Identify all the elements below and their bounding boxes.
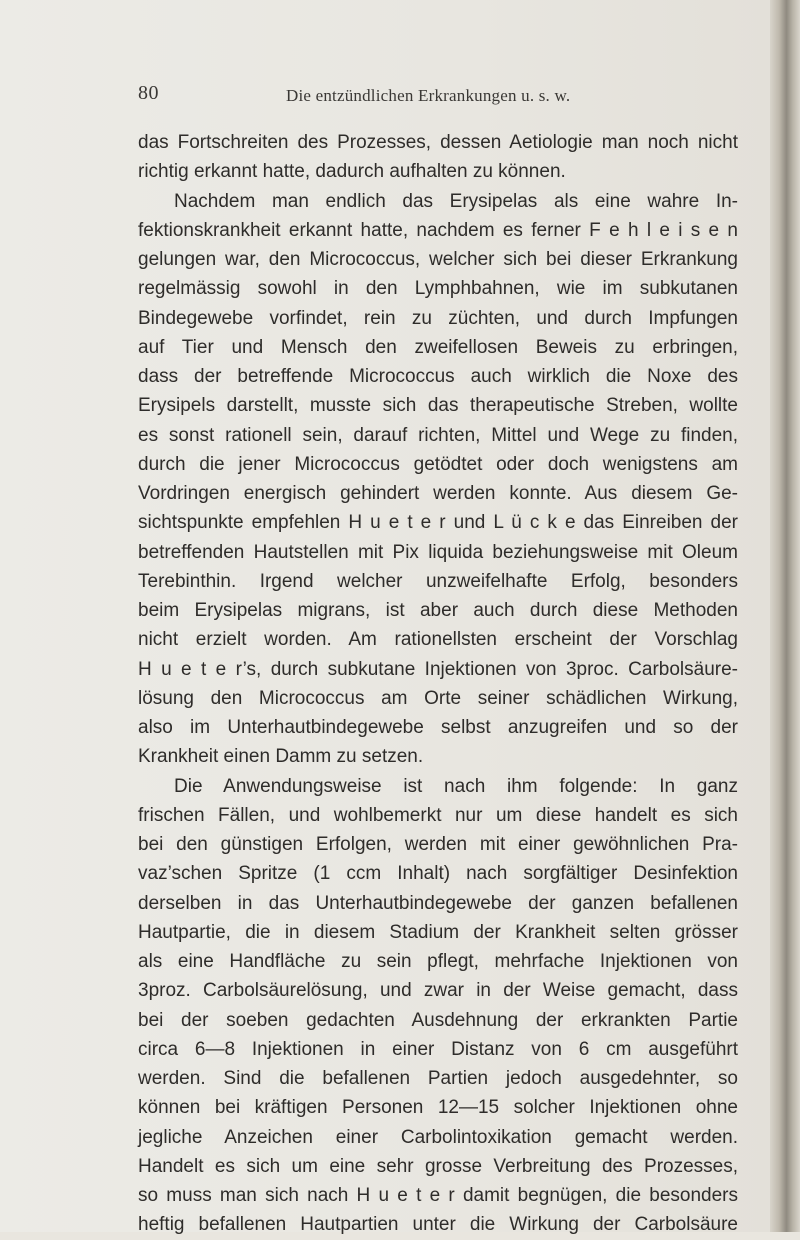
text-line: richtig erkannt hatte, dadurch aufhalten zu können. [138,161,566,183]
text-line: Vordringen energisch gehindert werden konnte. Aus diesem Ge- [138,483,738,504]
body-text [138,128,738,1240]
text-line: Nachdem man endlich das Erysipelas als eine wahre In- [174,190,738,212]
text-line: Die Anwendungsweise ist nach ihm folgende: In ganz [174,775,738,797]
text-line: jegliche Anzeichen einer Carbolintoxikation gemacht werden. [138,1126,738,1148]
running-head: Die entzündlichen Erkrankungen u. s. w. [286,86,571,105]
page-edge [770,0,800,1232]
text-line: regelmässig sowohl in den Lymphbahnen, wie im subkutanen [138,278,738,300]
text-line: Terebinthin. Irgend welcher unzweifelhafte Erfolg, besonders [138,570,738,592]
text-line: vaz’schen Spritze (1 ccm Inhalt) nach sorgfältiger Desinfektion [138,863,738,885]
text-line: auf Tier und Mensch den zweifellosen Beweis zu erbringen, [138,336,738,358]
text-line: werden. Sind die befallenen Partien jedoch ausgedehnter, so [138,1068,738,1089]
text-line: bei der soeben gedachten Ausdehnung der erkrankten Partie [138,1009,738,1031]
text-line: gelungen war, den Micrococcus, welcher sich bei dieser Erkrankung [138,249,738,270]
text-line: als eine Handfläche zu sein pflegt, mehrfache Injektionen von [138,951,738,972]
text-line: Krankheit einen Damm zu setzen. [138,746,424,768]
text-line: frischen Fällen, und wohlbemerkt nur um diese handelt es sich [138,804,738,826]
text-line: lösung den Micrococcus am Orte seiner schädlichen Wirkung, [138,687,738,709]
text-line: können bei kräftigen Personen 12—15 solcher Injektionen ohne [138,1097,738,1119]
text-line: H u e t e r’s, durch subkutane Injektionen von 3proc. Carbolsäure- [138,658,738,680]
text-line: betreffenden Hautstellen mit Pix liquida beziehungsweise mit Oleum [138,541,738,563]
text-line: bei den günstigen Erfolgen, werden mit einer gewöhnlichen Pra- [138,834,738,855]
text-line: das Fortschreiten des Prozesses, dessen Aetiologie man noch nicht [138,132,738,153]
text-line: also im Unterhautbindegewebe selbst anzugreifen und so der [138,717,738,738]
text-line: dass der betreffende Micrococcus auch wirklich die Noxe des [138,366,738,387]
text-line: derselben in das Unterhautbindegewebe der ganzen befallenen [138,892,738,914]
text-line: nicht erzielt worden. Am rationellsten erscheint der Vorschlag [138,629,738,651]
page-number: 80 [138,82,159,104]
text-line: so muss man sich nach H u e t e r damit begnügen, die besonders [138,1185,738,1206]
text-line: sichtspunkte empfehlen H u e t e r und L ü c k e das Einreiben der [138,512,738,534]
page-header [138,82,718,112]
text-line: Handelt es sich um eine sehr grosse Verbreitung des Prozesses, [138,1155,738,1177]
text-line: Erysipels darstellt, musste sich das therapeutische Streben, wollte [138,395,738,417]
text-line: Hautpartie, die in diesem Stadium der Krankheit selten grösser [138,921,738,943]
text-line: circa 6—8 Injektionen in einer Distanz von 6 cm ausgeführt [138,1038,738,1060]
text-line: beim Erysipelas migrans, ist aber auch durch diese Methoden [138,600,738,621]
text-line: es sonst rationell sein, darauf richten, Mittel und Wege zu finden, [138,424,738,446]
text-line: heftig befallenen Hautpartien unter die Wirkung der Carbolsäure [138,1214,738,1236]
text-line: 3proz. Carbolsäurelösung, und zwar in der Weise gemacht, dass [138,980,738,1002]
text-line: Bindegewebe vorfindet, rein zu züchten, und durch Impfungen [138,307,738,329]
text-line: durch die jener Micrococcus getödtet oder doch wenigstens am [138,453,738,475]
text-line: fektionskrankheit erkannt hatte, nachdem es ferner F e h l e i s e n [138,219,738,241]
